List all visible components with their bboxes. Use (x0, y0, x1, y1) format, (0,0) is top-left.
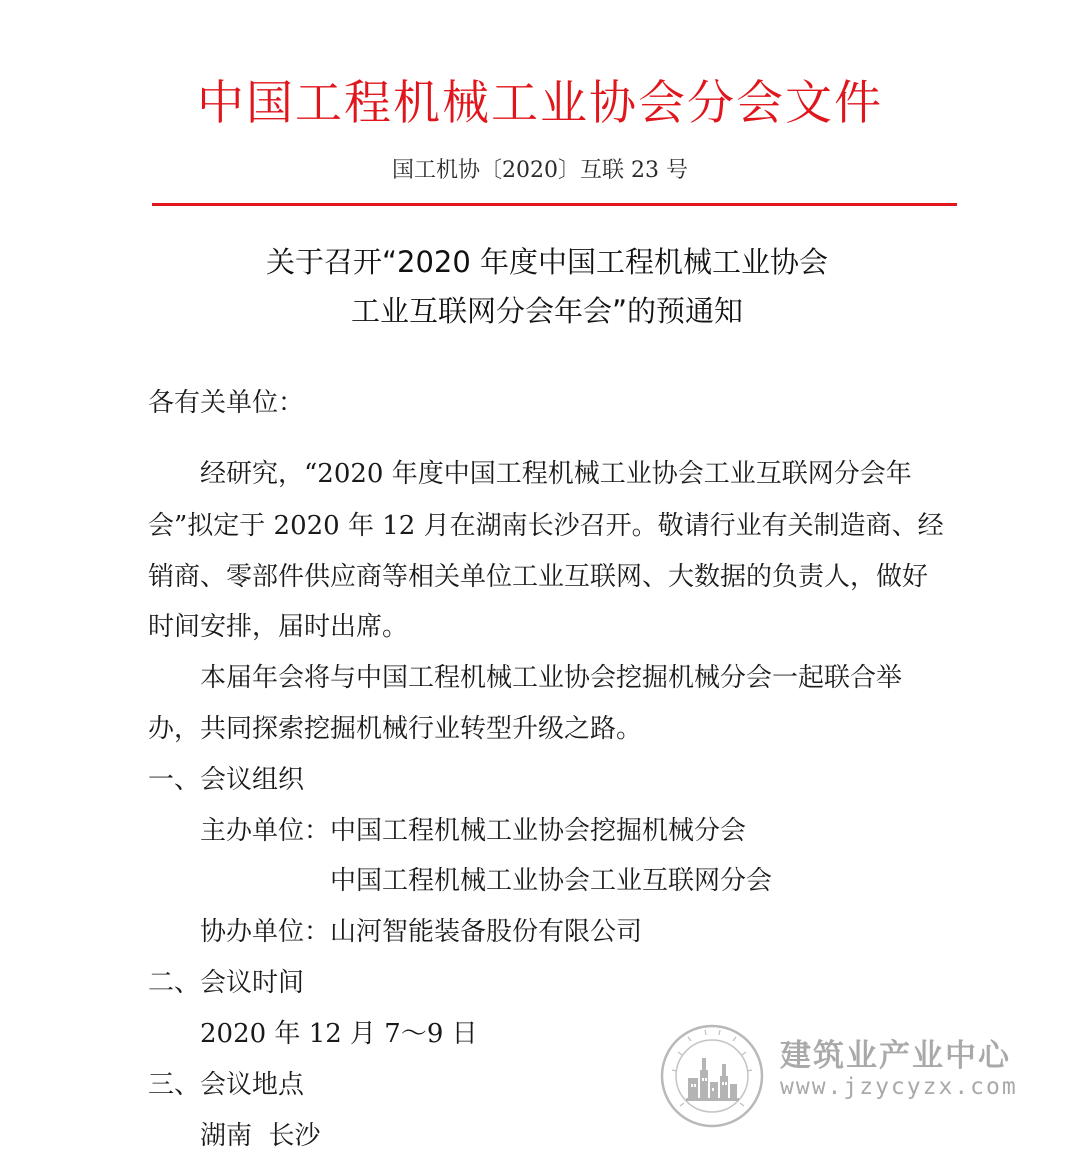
document-number: 国工机协〔2020〕互联 23 号 (392, 158, 688, 183)
section-3-heading: 三、会议地点 (148, 1070, 305, 1100)
co-host-label: 协办单位： (200, 917, 331, 947)
header-divider (152, 203, 957, 206)
paragraph-1-line-4: 时间安排，届时出席。 (148, 612, 409, 642)
co-host-org: 山河智能装备股份有限公司 (330, 917, 643, 947)
section-2-heading: 二、会议时间 (148, 968, 305, 998)
host-label: 主办单位： (200, 816, 331, 846)
paragraph-2-line-2: 办，共同探索挖掘机械行业转型升级之路。 (148, 714, 643, 744)
paragraph-2-line-1: 本届年会将与中国工程机械工业协会挖掘机械分会一起联合举 (200, 663, 903, 693)
meeting-time: 2020 年 12 月 7～9 日 (200, 1019, 478, 1049)
watermark-seal-icon (658, 1022, 766, 1130)
section-1-heading: 一、会议组织 (148, 765, 305, 795)
meeting-location: 湖南 长沙 (200, 1121, 321, 1151)
paragraph-1-line-3: 销商、零部件供应商等相关单位工业互联网、大数据的负责人，做好 (148, 562, 929, 592)
document-header-org: 中国工程机械工业协会分会文件 (197, 76, 883, 131)
salutation: 各有关单位： (148, 388, 305, 418)
watermark-url: www.jzycyzx.com (780, 1074, 1018, 1100)
watermark-name: 建筑业产业中心 (780, 1038, 1011, 1074)
paragraph-1-line-1: 经研究，“2020 年度中国工程机械工业协会工业互联网分会年 (200, 459, 912, 489)
host-org-1: 中国工程机械工业协会挖掘机械分会 (330, 816, 747, 846)
document-title-line-2: 工业互联网分会年会”的预通知 (350, 294, 744, 328)
host-org-2: 中国工程机械工业协会工业互联网分会 (330, 866, 773, 896)
document-title-line-1: 关于召开“2020 年度中国工程机械工业协会 (265, 245, 829, 279)
paragraph-1-line-2: 会”拟定于 2020 年 12 月在湖南长沙召开。敬请行业有关制造商、经 (148, 511, 944, 541)
